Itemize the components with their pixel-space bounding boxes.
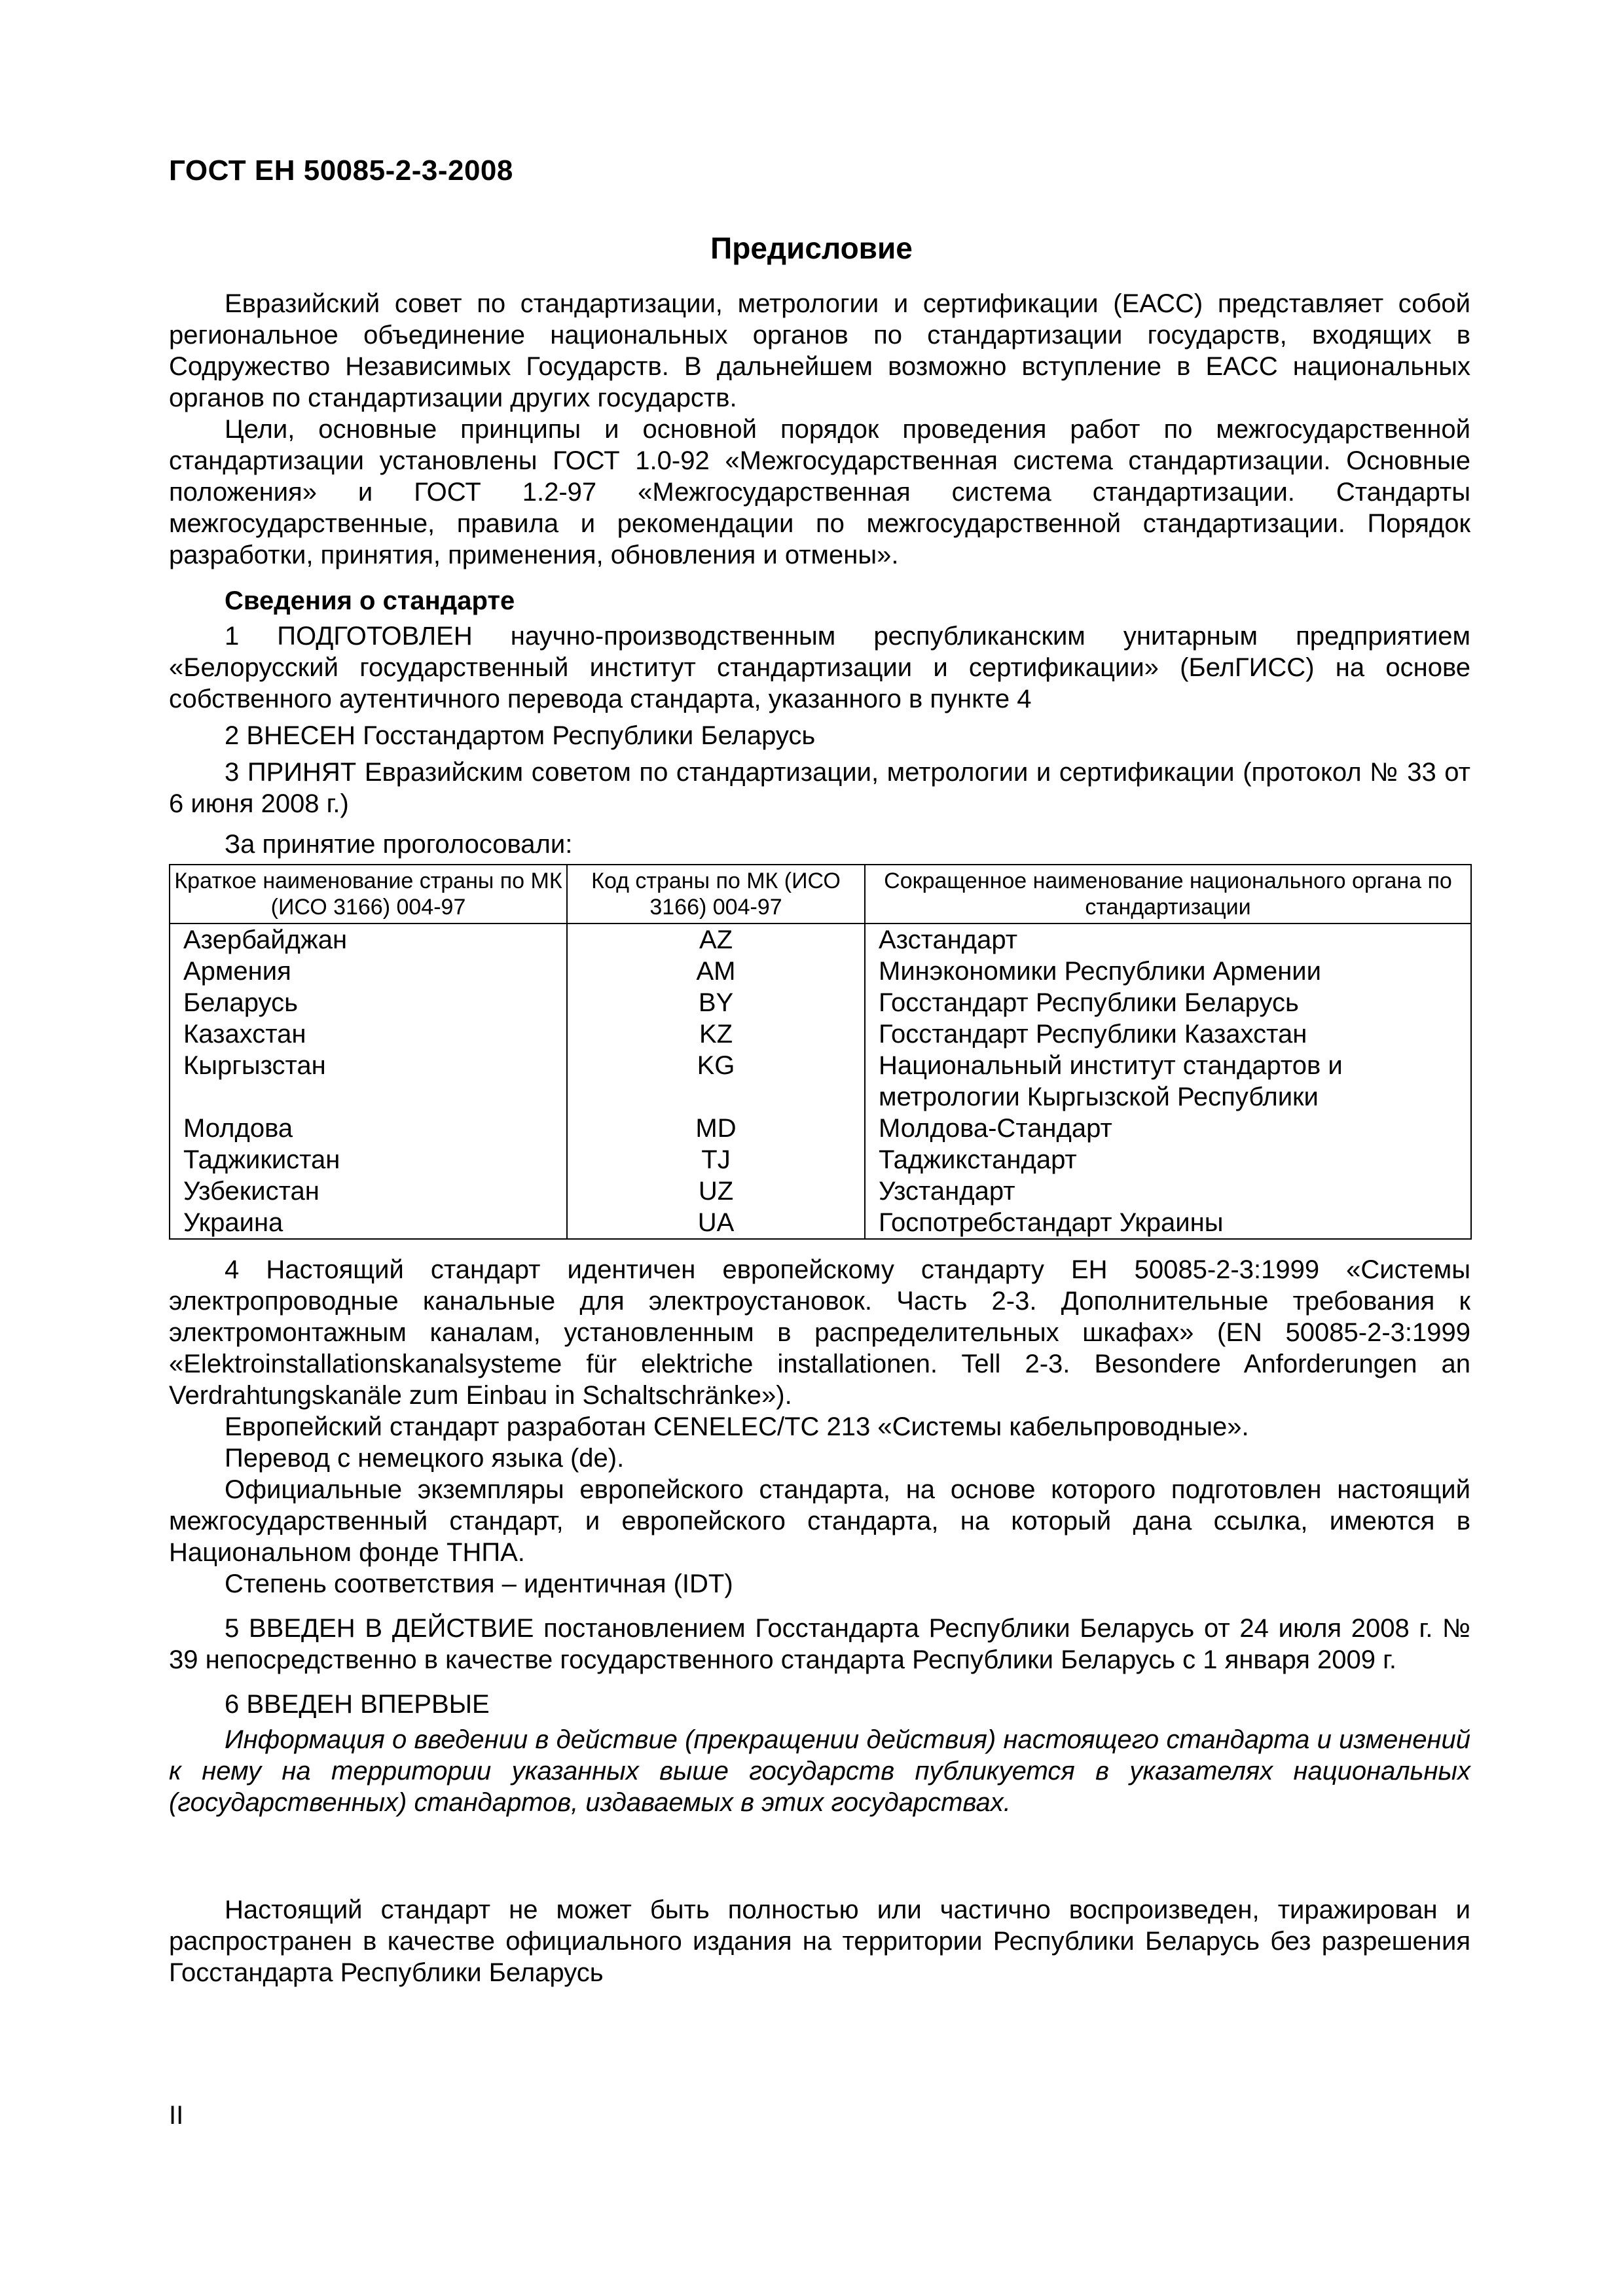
item-6-note: Информация о введении в действие (прекращении действия) настоящего стандарта и изменений к нему на территории указанных выше государств публикуется в указателях национальных (государственных) стандартов, издаваемых в этих государствах. xyxy=(169,1725,1470,1817)
country-cell: Молдова xyxy=(170,1113,567,1144)
page-title: Предисловие xyxy=(710,231,913,265)
table-row xyxy=(170,1018,1471,1050)
section-heading: Сведения о стандарте xyxy=(225,586,515,615)
item-4-note: Официальные экземпляры европейского стандарта, на основе которого подготовлен настоящий межгосударственный стандарт, и европейского стандарта, на который дана ссылка, имеются в Национальном фонде ТНПА. xyxy=(169,1475,1470,1567)
item-3: 3 ПРИНЯТ Евразийским советом по стандартизации, метрологии и сертификации (протокол № 33 от 6 июня 2008 г.) xyxy=(169,758,1470,818)
item-4-note: Степень соответствия – идентичная (IDT) xyxy=(225,1570,733,1598)
table-row xyxy=(170,1207,1471,1239)
country-cell: Украина xyxy=(170,1207,567,1239)
country-cell: Узбекистан xyxy=(170,1175,567,1207)
code-cell: MD xyxy=(567,1113,865,1144)
body-cell: Таджикстандарт xyxy=(865,1144,1471,1175)
table-row xyxy=(170,1175,1471,1207)
votes-table xyxy=(169,864,1472,1240)
country-cell: Таджикистан xyxy=(170,1144,567,1175)
body-cell: Госстандарт Республики Казахстан xyxy=(865,1018,1471,1050)
code-cell: UZ xyxy=(567,1175,865,1207)
body-cell: Национальный институт стандартов и метрологии Кыргызской Республики xyxy=(865,1050,1471,1113)
country-cell: Казахстан xyxy=(170,1018,567,1050)
main-content xyxy=(169,288,1470,1988)
code-cell: TJ xyxy=(567,1144,865,1175)
country-cell: Беларусь xyxy=(170,987,567,1018)
code-cell: KG xyxy=(567,1050,865,1113)
intro-paragraph: Евразийский совет по стандартизации, метрологии и сертификации (ЕАСС) представляет собой региональное объединение национальных органов по стандартизации государств, входящих в Содружество Независимых Государств. В дальнейшем возможно вступление в ЕАСС национальных органов по стандартизации других государств. xyxy=(169,289,1470,412)
country-cell: Армения xyxy=(170,956,567,987)
item-4: 4 Настоящий стандарт идентичен европейскому стандарту ЕН 50085-2-3:1999 «Системы электропроводные канальные для электроустановок. Часть 2-3. Дополнительные требования к электромонтажным каналам, установленным в распределительных шкафах» (EN 50085-2-3:1999 «Elektroinstallationskanalsysteme für elektriche installationen. Tell 2-3. Besondere Anforderungen an Verdrahtungskanäle zum Einbau in Schaltschränke»). xyxy=(169,1255,1470,1410)
votes-intro: За принятие проголосовали: xyxy=(225,830,573,859)
column-header: Код страны по МК (ИСО 3166) 004-97 xyxy=(567,865,865,924)
country-cell: Азербайджан xyxy=(170,924,567,956)
item-5: 5 ВВЕДЕН В ДЕЙСТВИЕ постановлением Госстандарта Республики Беларусь от 24 июля 2008 г. № 39 непосредственно в качестве государственного стандарта Республики Беларусь с 1 января 2009 г. xyxy=(169,1614,1470,1674)
table-row xyxy=(170,1144,1471,1175)
table-row xyxy=(170,956,1471,987)
body-cell: Молдова-Стандарт xyxy=(865,1113,1471,1144)
item-4-note: Европейский стандарт разработан CENELEC/TC 213 «Системы кабельпроводные». xyxy=(225,1412,1249,1441)
copyright-notice: Настоящий стандарт не может быть полностью или частично воспроизведен, тиражирован и распространен в качестве официального издания на территории Республики Беларусь без разрешения Госстандарта Республики Беларусь xyxy=(169,1895,1470,1987)
document-code: ГОСТ ЕН 50085-2-3-2008 xyxy=(169,154,513,187)
code-cell: BY xyxy=(567,987,865,1018)
item-6: 6 ВВЕДЕН ВПЕРВЫЕ xyxy=(225,1690,490,1719)
body-cell: Узстандарт xyxy=(865,1175,1471,1207)
table-row xyxy=(170,1050,1471,1113)
code-cell: AM xyxy=(567,956,865,987)
intro-paragraph: Цели, основные принципы и основной порядок проведения работ по межгосударственной стандартизации установлены ГОСТ 1.0-92 «Межгосударственная система стандартизации. Основные положения» и ГОСТ 1.2-97 «Межгосударственная система стандартизации. Стандарты межгосударственные, правила и рекомендации по межгосударственной стандартизации. Порядок разработки, принятия, применения, обновления и отмены». xyxy=(169,415,1470,569)
body-cell: Азстандарт xyxy=(865,924,1471,956)
code-cell: UA xyxy=(567,1207,865,1239)
table-row xyxy=(170,1113,1471,1144)
table-header-row xyxy=(170,865,1471,924)
column-header: Сокращенное наименование национального органа по стандартизации xyxy=(865,865,1471,924)
column-header: Краткое наименование страны по МК (ИСО 3166) 004-97 xyxy=(170,865,567,924)
item-1: 1 ПОДГОТОВЛЕН научно-производственным республиканским унитарным предприятием «Белорусский государственный институт стандартизации и сертификации» (БелГИСС) на основе собственного аутентичного перевода стандарта, указанного в пункте 4 xyxy=(169,622,1470,713)
table-row xyxy=(170,987,1471,1018)
table-row xyxy=(170,924,1471,956)
body-cell: Госпотребстандарт Украины xyxy=(865,1207,1471,1239)
code-cell: AZ xyxy=(567,924,865,956)
code-cell: KZ xyxy=(567,1018,865,1050)
country-cell: Кыргызстан xyxy=(170,1050,567,1113)
item-4-note: Перевод с немецкого языка (de). xyxy=(225,1444,625,1473)
body-cell: Минэкономики Республики Армении xyxy=(865,956,1471,987)
item-2: 2 ВНЕСЕН Госстандартом Республики Беларусь xyxy=(225,721,816,750)
page-number: II xyxy=(169,2101,184,2130)
body-cell: Госстандарт Республики Беларусь xyxy=(865,987,1471,1018)
